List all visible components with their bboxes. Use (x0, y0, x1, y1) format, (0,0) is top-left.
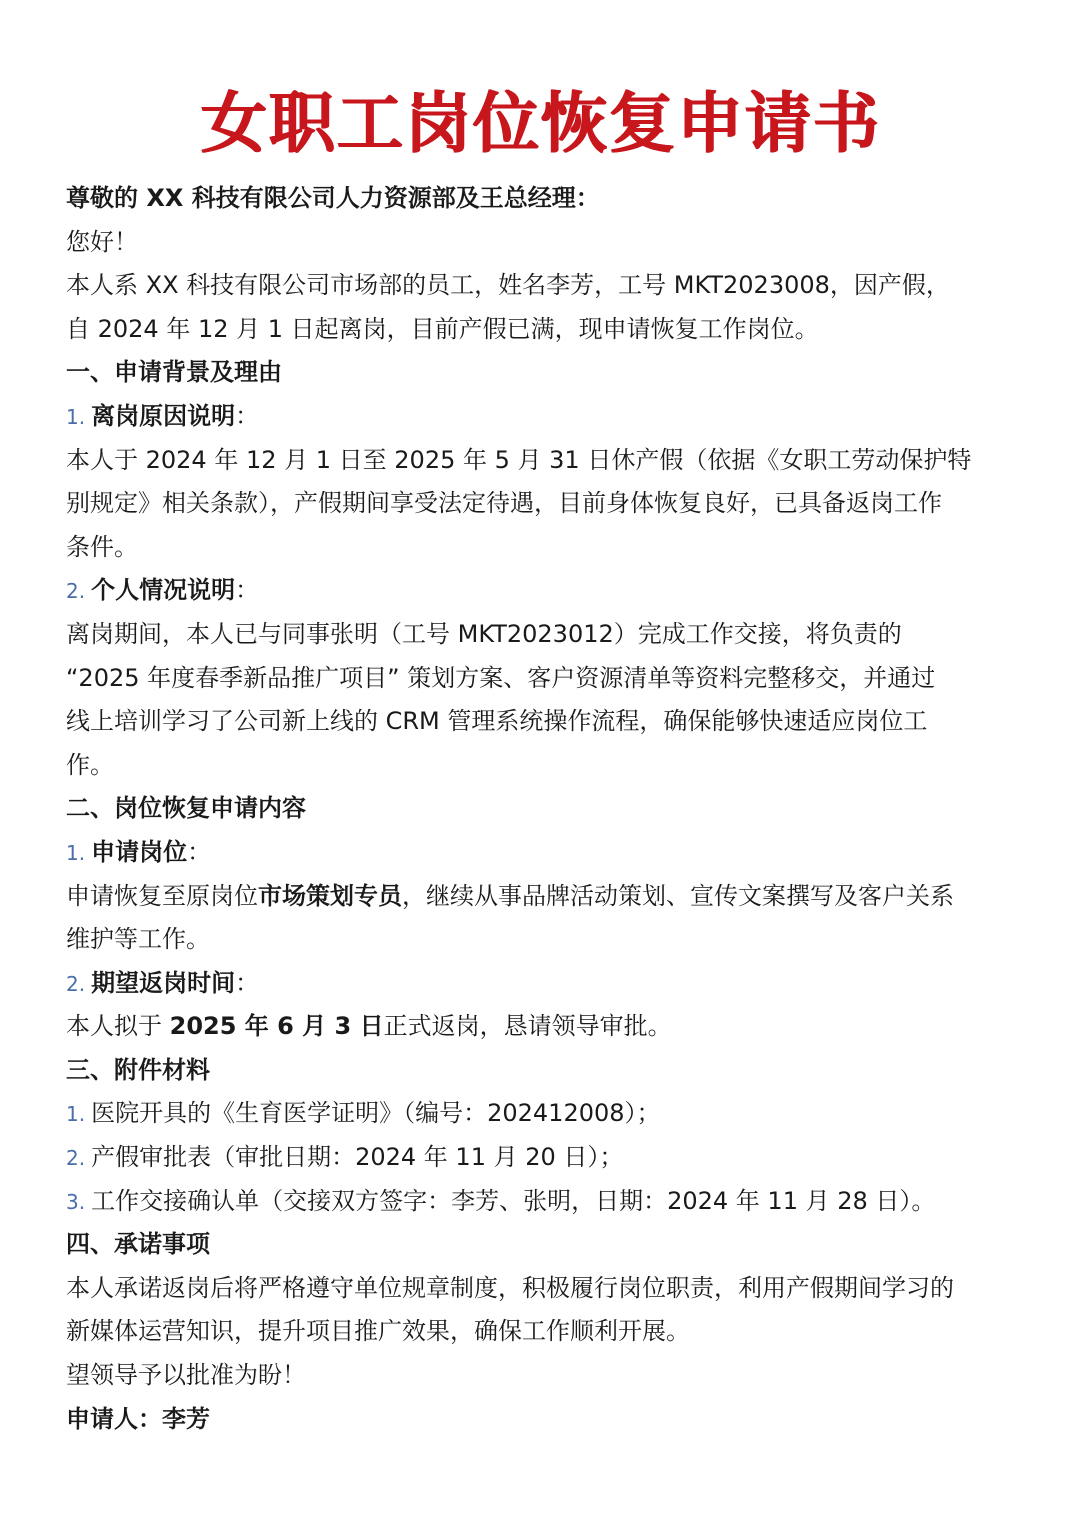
paragraph-line: 别规定》相关条款），产假期间享受法定待遇，目前身体恢复良好，已具备返岗工作 (66, 489, 942, 518)
list-item-heading (66, 962, 1016, 1006)
paragraph-line: 线上培训学习了公司新上线的 CRM 管理系统操作流程，确保能够快速适应岗位工 (66, 707, 928, 736)
text-run: 正式返岗，恳请领导审批。 (383, 1012, 672, 1041)
paragraph-line: 新媒体运营知识，提升项目推广效果，确保工作顺利开展。 (66, 1317, 690, 1346)
item-colon: ： (235, 968, 260, 997)
intro-line: 自 2024 年 12 月 1 日起离岗，目前产假已满，现申请恢复工作岗位。 (66, 314, 819, 343)
item-colon: ： (235, 576, 260, 605)
text-run: ，继续从事品牌活动策划、宣传文案撰写及客户关系 (402, 881, 954, 910)
paragraph-line: 维护等工作。 (66, 925, 210, 954)
return-date: 2025 年 6 月 3 日 (169, 1012, 384, 1041)
paragraph-line: 本人于 2024 年 12 月 1 日至 2025 年 5 月 31 日休产假（依据《女职工劳动保护特 (66, 445, 972, 474)
list-item-heading (66, 395, 1016, 439)
paragraph-line: 离岗期间，本人已与同事张明（工号 MKT2023012）完成工作交接，将负责的 (66, 619, 902, 648)
attachment-item (66, 1092, 1016, 1136)
paragraph-line: 本人承诺返岗后将严格遵守单位规章制度，积极履行岗位职责，利用产假期间学习的 (66, 1273, 954, 1302)
item-label: 个人情况说明 (91, 576, 236, 605)
item-label: 申请岗位 (91, 837, 188, 866)
applicant-signature: 申请人：李芳 (66, 1404, 210, 1433)
paragraph-line: 条件。 (66, 532, 138, 561)
list-number: 1. (66, 840, 86, 865)
list-number: 1. (66, 1102, 86, 1127)
attachment-item (66, 1136, 1016, 1180)
item-label: 离岗原因说明 (91, 401, 236, 430)
list-number: 2. (66, 1146, 86, 1171)
greeting: 您好！ (66, 227, 138, 256)
intro-line: 本人系 XX 科技有限公司市场部的员工，姓名李芳，工号 MKT2023008，因产假， (66, 271, 950, 300)
text-run: 申请恢复至原岗位 (66, 881, 258, 910)
attachment-item (66, 1180, 1016, 1224)
attachment-text: 产假审批表（审批日期：2024 年 11 月 20 日）； (91, 1143, 624, 1172)
text-run: 本人拟于 (66, 1012, 170, 1041)
item-colon: ： (235, 401, 260, 430)
list-number: 1. (66, 404, 86, 429)
paragraph-line: “2025 年度春季新品推广项目” 策划方案、客户资源清单等资料完整移交，并通过 (66, 663, 936, 692)
salutation: 尊敬的 XX 科技有限公司人力资源部及王总经理： (66, 184, 600, 212)
list-item-heading (66, 831, 1016, 875)
document-title: 女职工岗位恢复申请书 (201, 85, 881, 162)
position-name: 市场策划专员 (258, 881, 402, 910)
section-heading: 一、申请背景及理由 (66, 358, 282, 387)
section-heading: 三、附件材料 (66, 1055, 210, 1084)
item-label: 期望返岗时间 (91, 968, 236, 997)
attachment-text: 医院开具的《生育医学证明》（编号：202412008）； (91, 1099, 661, 1128)
list-number: 2. (66, 579, 86, 604)
paragraph-line: 作。 (66, 750, 114, 779)
section-heading: 二、岗位恢复申请内容 (66, 794, 306, 823)
list-number: 3. (66, 1189, 86, 1214)
closing-line: 望领导予以批准为盼！ (66, 1361, 306, 1390)
attachment-text: 工作交接确认单（交接双方签字：李芳、张明，日期：2024 年 11 月 28 日）。 (91, 1186, 936, 1215)
section-heading: 四、承诺事项 (66, 1230, 210, 1259)
list-item-heading (66, 569, 1016, 613)
item-colon: ： (187, 837, 212, 866)
paragraph-line (66, 875, 1016, 919)
paragraph-line (66, 1005, 1016, 1049)
list-number: 2. (66, 971, 86, 996)
document-body (66, 177, 1016, 1441)
